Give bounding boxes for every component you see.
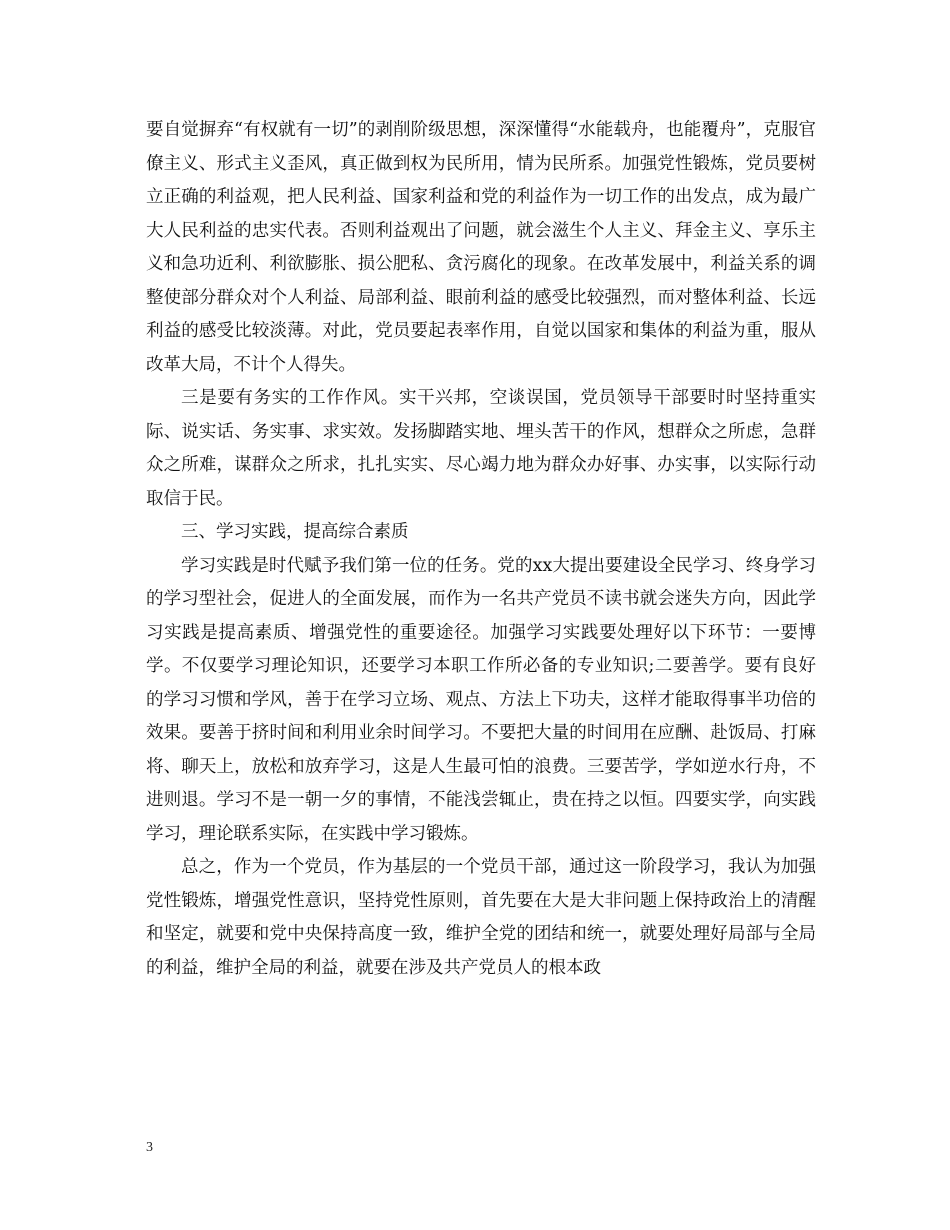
paragraph-3: 学习实践是时代赋予我们第一位的任务。党的xx大提出要建设全民学习、终身学习的学习型社会，促进人的全面发展，而作为一名共产党员不读书就会迷失方向，因此学习实践是提高素质、增强党性的重要途径。加强学习实践要处理好以下环节：一要博学。不仅要学习理论知识，还要学习本职工作所必备的专业知识;二要善学。要有良好的学习习惯和学风，善于在学习立场、观点、方法上下功夫，这样才能取得事半功倍的效果。要善于挤时间和利用业余时间学习。不要把大量的时间用在应酬、赴饭局、打麻将、聊天上，放松和放弃学习，这是人生最可怕的浪费。三要苦学，学如逆水行舟，不进则退。学习不是一朝一夕的事情，不能浅尝辄止，贵在持之以恒。四要实学，向实践学习，理论联系实际，在实践中学习锻炼。 (146, 555, 816, 844)
document-body (146, 114, 816, 985)
paragraph-4: 总之，作为一个党员，作为基层的一个党员干部，通过这一阶段学习，我认为加强党性锻炼，增强党性意识，坚持党性原则，首先要在大是大非问题上保持政治上的清醒和坚定，就要和党中央保持高度一致，维护全党的团结和统一，就要处理好局部与全局的利益，维护全局的利益，就要在涉及共产党员人的根本政 (146, 857, 816, 978)
page-number: 3 (146, 1140, 153, 1155)
section-heading: 三、学习实践，提高综合素质 (181, 522, 409, 542)
paragraph-2: 三是要有务实的工作作风。实干兴邦，空谈误国，党员领导干部要时时坚持重实际、说实话、务实事、求实效。发扬脚踏实地、埋头苦干的作风，想群众之所虑，急群众之所难，谋群众之所求，扎扎实实、尽心竭力地为群众办好事、办实事，以实际行动取信于民。 (146, 388, 816, 509)
paragraph-1: 要自觉摒弃“有权就有一切”的剥削阶级思想，深深懂得“水能载舟，也能覆舟”，克服官僚主义、形式主义歪风，真正做到权为民所用，情为民所系。加强党性锻炼，党员要树立正确的利益观，把人民利益、国家利益和党的利益作为一切工作的出发点，成为最广大人民利益的忠实代表。否则利益观出了问题，就会滋生个人主义、拜金主义、享乐主义和急功近利、利欲膨胀、损公肥私、贪污腐化的现象。在改革发展中，利益关系的调整使部分群众对个人利益、局部利益、眼前利益的感受比较强烈，而对整体利益、长远利益的感受比较淡薄。对此，党员要起表率作用，自觉以国家和集体的利益为重，服从改革大局，不计个人得失。 (146, 120, 816, 375)
